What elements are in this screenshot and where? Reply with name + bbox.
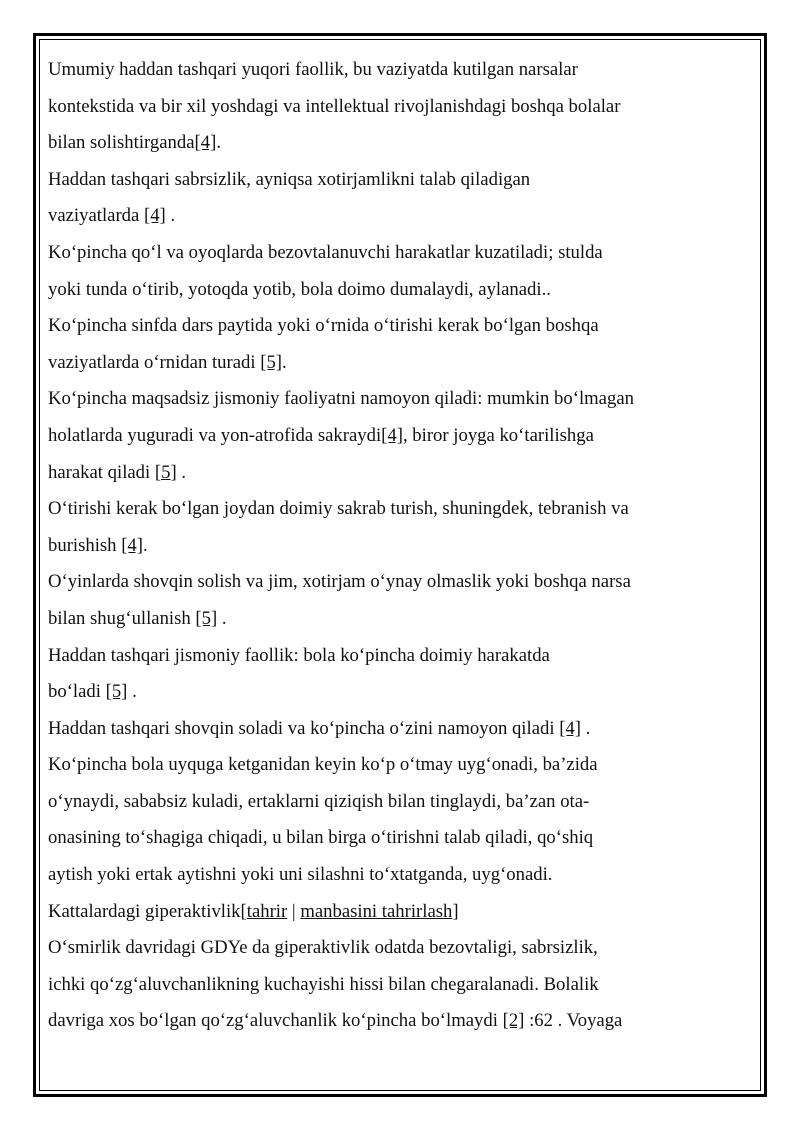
text-segment: aytish yoki ertak aytishni yoki uni silashni to‘xtatganda, uyg‘onadi.: [48, 864, 553, 886]
text-segment: bo‘ladi: [48, 681, 106, 703]
reference-link[interactable]: [5]: [154, 461, 177, 483]
reference-link[interactable]: manbasini tahrirlash: [300, 900, 453, 922]
text-segment: ]: [452, 900, 459, 922]
text-line: [48, 381, 738, 418]
text-segment: Ko‘pincha sinfda dars paytida yoki o‘rnida o‘tirishi kerak bo‘lgan boshqa: [48, 315, 599, 337]
text-segment: .: [581, 717, 591, 739]
text-segment: kontekstida va bir xil yoshdagi va intellektual rivojlanishdagi boshqa bolalar: [48, 95, 621, 117]
text-segment: o‘ynaydi, sababsiz kuladi, ertaklarni qiziqish bilan tinglaydi, ba’zan ota-: [48, 790, 590, 812]
text-segment: Haddan tashqari shovqin soladi va ko‘pincha o‘zini namoyon qiladi: [48, 717, 560, 739]
text-line: [48, 1003, 738, 1040]
reference-link[interactable]: [4]: [194, 132, 217, 154]
text-segment: Ko‘pincha bola uyquga ketganidan keyin ko‘p o‘tmay uyg‘onadi, ba’zida: [48, 754, 598, 776]
text-line: [48, 638, 738, 675]
text-segment: onasining to‘shagiga chiqadi, u bilan birga o‘tirishni talab qiladi, qo‘shiq: [48, 827, 594, 849]
text-segment: Kattalardagi giperaktivlik[: [48, 900, 247, 922]
reference-link[interactable]: [4]: [381, 424, 403, 446]
text-line: [48, 491, 738, 528]
text-segment: Haddan tashqari jismoniy faollik: bola ko‘pincha doimiy harakatda: [48, 644, 550, 666]
text-line: [48, 930, 738, 967]
text-line: [48, 89, 738, 126]
text-line: [48, 418, 738, 455]
text-segment: O‘tirishi kerak bo‘lgan joydan doimiy sakrab turish, shuningdek, tebranish va: [48, 498, 629, 520]
text-segment: davriga xos bo‘lgan qo‘zg‘aluvchanlik ko‘pincha bo‘lmaydi: [48, 1010, 503, 1032]
document-body: [48, 52, 738, 1040]
text-line: [48, 272, 738, 309]
text-line: [48, 52, 738, 89]
text-segment: .: [282, 351, 287, 373]
text-segment: .: [143, 534, 148, 556]
text-line: [48, 455, 738, 492]
reference-link[interactable]: tahrir: [246, 900, 288, 922]
text-line: [48, 235, 738, 272]
text-segment: Haddan tashqari sabrsizlik, ayniqsa xotirjamlikni talab qiladigan: [48, 168, 531, 190]
text-line: [48, 784, 738, 821]
text-line: [48, 601, 738, 638]
text-segment: |: [287, 900, 301, 922]
text-line: [48, 967, 738, 1004]
text-segment: yoki tunda o‘tirib, yotoqda yotib, bola doimo dumalaydi, aylanadi..: [48, 278, 551, 300]
text-line: [48, 857, 738, 894]
text-segment: .: [165, 205, 176, 227]
text-segment: O‘yinlarda shovqin solish va jim, xotirjam o‘ynay olmaslik yoki boshqa narsa: [48, 571, 631, 593]
text-segment: Ko‘pincha qo‘l va oyoqlarda bezovtalanuvchi harakatlar kuzatiladi; stulda: [48, 241, 603, 263]
text-segment: :62 . Voyaga: [524, 1010, 623, 1032]
text-line: [48, 894, 738, 931]
text-line: [48, 747, 738, 784]
reference-link[interactable]: [4]: [121, 534, 143, 556]
text-segment: burishish: [48, 534, 122, 556]
text-segment: vaziyatlarda: [48, 205, 144, 227]
text-segment: vaziyatlarda o‘rnidan turadi: [48, 351, 261, 373]
text-segment: O‘smirlik davridagi GDYe da giperaktivlik odatda bezovtaligi, sabrsizlik,: [48, 937, 598, 959]
reference-link[interactable]: [5]: [105, 681, 128, 703]
text-line: [48, 125, 738, 162]
text-line: [48, 528, 738, 565]
text-segment: ichki qo‘zg‘aluvchanlikning kuchayishi hissi bilan chegaralanadi. Bolalik: [48, 973, 599, 995]
text-line: [48, 308, 738, 345]
text-segment: .: [176, 461, 187, 483]
text-line: [48, 711, 738, 748]
reference-link[interactable]: [4]: [559, 717, 581, 739]
reference-link[interactable]: [5]: [195, 607, 218, 629]
text-segment: bilan shug‘ullanish: [48, 607, 196, 629]
text-line: [48, 674, 738, 711]
text-segment: .: [127, 681, 137, 703]
text-line: [48, 162, 738, 199]
text-line: [48, 345, 738, 382]
text-segment: .: [216, 132, 222, 154]
text-line: [48, 564, 738, 601]
text-segment: Ko‘pincha maqsadsiz jismoniy faoliyatni namoyon qiladi: mumkin bo‘lmagan: [48, 388, 634, 410]
text-line: [48, 198, 738, 235]
text-segment: , biror joyga ko‘tarilishga: [402, 424, 594, 446]
text-segment: Umumiy haddan tashqari yuqori faollik, bu vaziyatda kutilgan narsalar: [48, 59, 578, 80]
reference-link[interactable]: [5]: [260, 351, 283, 373]
text-segment: .: [217, 607, 227, 629]
text-segment: harakat qiladi: [48, 461, 155, 483]
reference-link[interactable]: [2]: [502, 1010, 525, 1032]
reference-link[interactable]: [4]: [143, 205, 166, 227]
text-segment: holatlarda yuguradi va yon-atrofida sakraydi: [48, 424, 382, 446]
text-segment: bilan solishtirganda: [48, 132, 195, 154]
text-line: [48, 820, 738, 857]
